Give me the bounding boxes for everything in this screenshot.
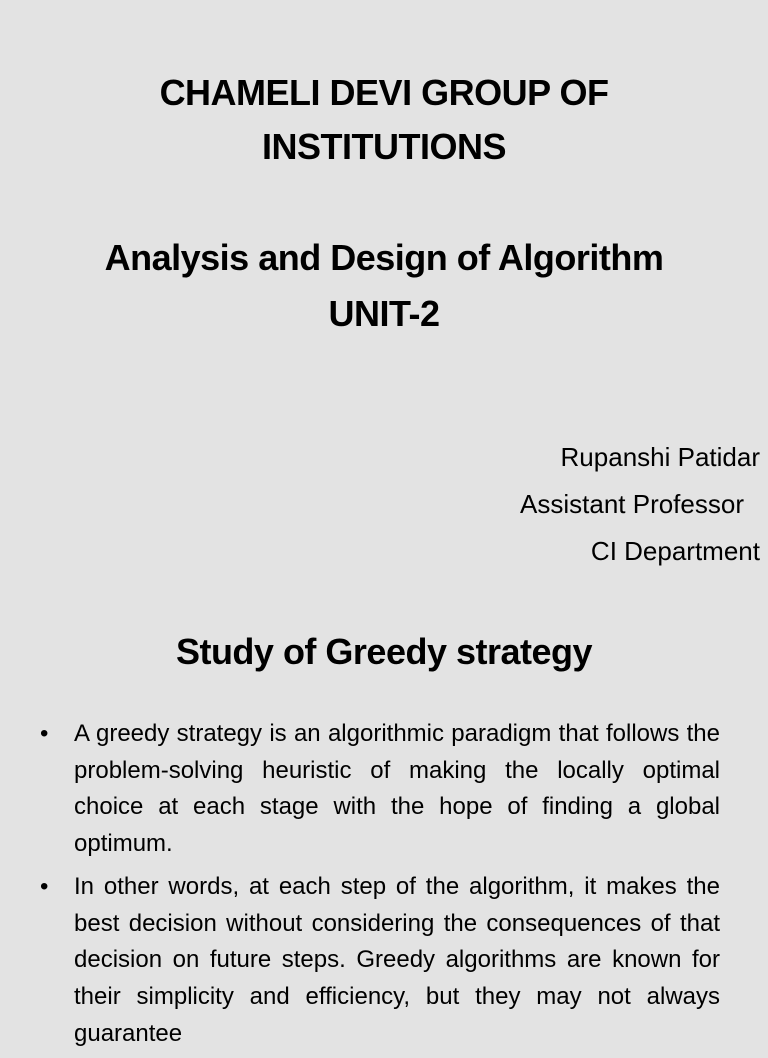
bullet-item (40, 869, 720, 1053)
author-department: CI Department (590, 536, 760, 566)
author-name: Rupanshi Patidar (560, 442, 760, 472)
course-title (0, 230, 768, 342)
bullet-text: In other words, at each step of the algorithm, it makes the best decision without considering the consequences of that decision on future steps. Greedy algorithms are known for their simplicity and efficiency, but they may not always guarantee (74, 872, 720, 1047)
author-block (360, 434, 760, 575)
institution-title (0, 66, 768, 174)
course-title-line-2: UNIT-2 (328, 293, 440, 334)
course-title-line-1: Analysis and Design of Algorithm (104, 237, 664, 278)
bullet-icon: • (40, 720, 49, 747)
bullet-list (40, 716, 720, 1058)
author-designation: Assistant Professor (520, 489, 744, 519)
bullet-icon: • (40, 872, 49, 900)
bullet-item (40, 716, 720, 863)
institution-title-line-1: CHAMELI DEVI GROUP OF (159, 72, 609, 113)
content-slide (0, 610, 768, 1047)
bullet-text: A greedy strategy is an algorithmic paradigm that follows the problem-solving heuristic of making the locally optimal choice at each stage with the hope of finding a global optimum. (74, 720, 720, 858)
institution-title-line-2: INSTITUTIONS (262, 126, 506, 167)
section-heading: Study of Greedy strategy (175, 631, 593, 672)
